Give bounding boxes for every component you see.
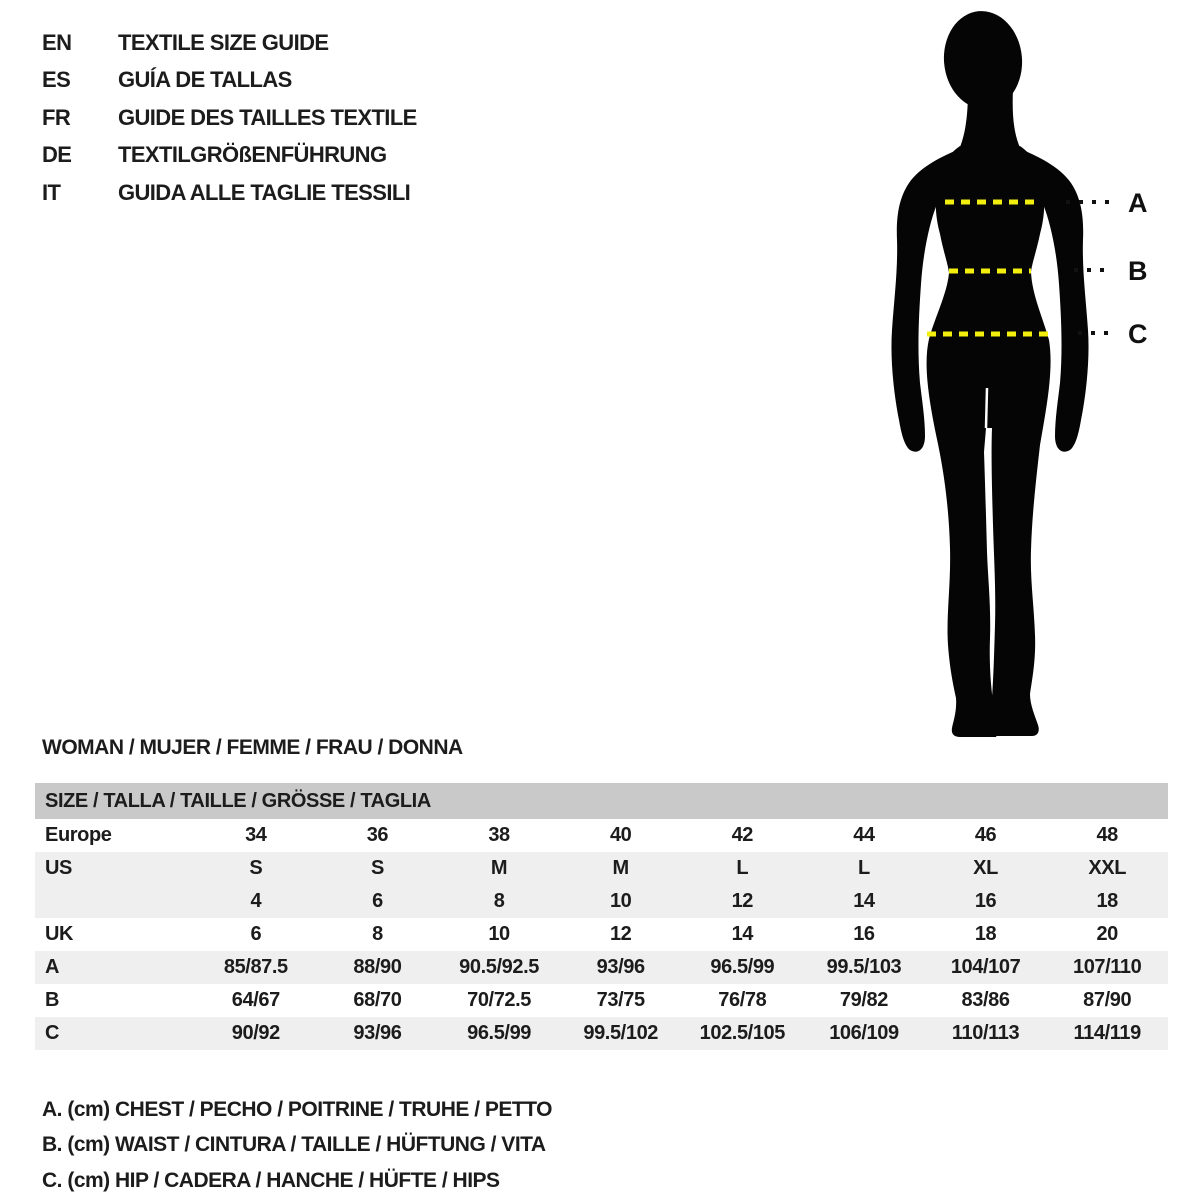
measurement-legend <box>42 1092 552 1198</box>
cell: 76/78 <box>718 989 767 1011</box>
cell: L <box>858 857 870 879</box>
language-code: ES <box>42 67 71 93</box>
language-code: DE <box>42 142 72 168</box>
cell: 18 <box>1096 890 1118 912</box>
table-row-us-numbers <box>35 885 1168 918</box>
cell: 40 <box>609 824 632 846</box>
language-code: FR <box>42 104 71 130</box>
cell: S <box>370 857 384 879</box>
thigh-gap-line <box>986 388 987 428</box>
table-row-uk <box>35 918 1168 951</box>
cell: 12 <box>609 923 632 945</box>
cell: 16 <box>853 923 875 945</box>
cell: 36 <box>366 824 389 846</box>
waist-label-b: B <box>1128 256 1148 286</box>
table-row-waist-b <box>35 984 1168 1017</box>
language-label: TEXTILE SIZE GUIDE <box>118 30 329 55</box>
gender-section-title: WOMAN / MUJER / FEMME / FRAU / DONNA <box>42 736 463 759</box>
cell: M <box>612 857 629 879</box>
cell: 96.5/99 <box>467 1022 532 1044</box>
language-row-fr <box>42 99 417 136</box>
cell: 34 <box>245 824 267 846</box>
cell: 10 <box>488 923 510 945</box>
language-row-de <box>42 136 417 173</box>
cell: 6 <box>250 923 262 945</box>
legend-line-chest: A. (cm) CHEST / PECHO / POITRINE / TRUHE / PETTO <box>42 1098 553 1121</box>
language-row-en <box>42 24 417 61</box>
cell: 90.5/92.5 <box>459 956 539 978</box>
cell: 70/72.5 <box>467 989 532 1011</box>
language-label: TEXTILGRÖßENFÜHRUNG <box>118 142 387 168</box>
cell: 88/90 <box>353 956 402 978</box>
table-row-chest-a <box>35 951 1168 984</box>
language-code: EN <box>42 30 72 55</box>
cell: XXL <box>1088 857 1127 879</box>
cell: 14 <box>853 890 875 912</box>
row-label: B <box>45 989 60 1011</box>
cell: M <box>490 857 508 879</box>
cell: 18 <box>974 923 997 945</box>
cell: 46 <box>974 824 997 846</box>
cell: 99.5/103 <box>826 956 902 978</box>
woman-silhouette-figure <box>850 0 1200 760</box>
cell: S <box>249 857 263 879</box>
cell: 107/110 <box>1072 956 1142 978</box>
cell: 42 <box>731 824 754 846</box>
cell: 16 <box>974 890 997 912</box>
cell: 102.5/105 <box>699 1022 785 1044</box>
cell: 6 <box>372 890 383 912</box>
table-row-hip-c <box>35 1017 1168 1050</box>
cell: XL <box>973 857 998 879</box>
cell: 114/119 <box>1073 1022 1141 1044</box>
cell: 93/96 <box>596 956 645 978</box>
cell: 64/67 <box>231 989 280 1011</box>
language-row-es <box>42 61 417 98</box>
language-label: GUIDE DES TAILLES TEXTILE <box>118 104 417 130</box>
legend-line-waist: B. (cm) WAIST / CINTURA / TAILLE / HÜFTUNG / VITA <box>42 1133 546 1157</box>
cell: 99.5/102 <box>583 1022 659 1044</box>
cell: 90/92 <box>231 1022 280 1044</box>
cell: 110/113 <box>951 1022 1020 1044</box>
size-table <box>35 783 1168 1050</box>
cell: 8 <box>372 923 383 945</box>
cell: 68/70 <box>353 989 402 1011</box>
language-code: IT <box>42 179 61 205</box>
table-row-europe <box>35 819 1168 852</box>
cell: 44 <box>853 824 875 846</box>
language-row-it <box>42 174 417 211</box>
table-row-us-letters <box>35 852 1168 885</box>
cell: 48 <box>1096 824 1118 846</box>
row-label <box>35 885 195 918</box>
cell: 106/109 <box>829 1022 899 1044</box>
cell: 104/107 <box>950 956 1021 978</box>
row-label: UK <box>45 923 74 945</box>
cell: 14 <box>731 923 754 945</box>
row-label: A <box>45 956 60 978</box>
cell: 73/75 <box>596 989 645 1011</box>
woman-silhouette-svg <box>850 0 1200 760</box>
row-label: US <box>45 857 72 879</box>
cell: 20 <box>1096 923 1118 945</box>
cell: 10 <box>609 890 632 912</box>
cell: L <box>736 857 749 879</box>
cell: 38 <box>488 824 510 846</box>
row-label: Europe <box>45 824 112 846</box>
language-label: GUIDA ALLE TAGLIE TESSILI <box>118 179 411 205</box>
cell: 4 <box>250 890 262 912</box>
language-title-list <box>42 24 417 211</box>
row-label: C <box>45 1022 60 1044</box>
cell: 93/96 <box>353 1022 402 1044</box>
cell: 12 <box>731 890 754 912</box>
cell: 8 <box>493 890 505 912</box>
cell: 85/87.5 <box>223 956 288 978</box>
legend-line-hip: C. (cm) HIP / CADERA / HANCHE / HÜFTE / HIPS <box>42 1168 500 1192</box>
woman-silhouette <box>891 8 1088 737</box>
language-label: GUÍA DE TALLAS <box>118 67 292 93</box>
chest-label-a: A <box>1128 188 1148 218</box>
torso-legs-shape <box>927 146 1051 737</box>
cell: 96.5/99 <box>710 956 775 978</box>
hip-label-c: C <box>1128 319 1148 349</box>
cell: 83/86 <box>961 989 1010 1011</box>
cell: 87/90 <box>1083 989 1132 1011</box>
size-table-header: SIZE / TALLA / TAILLE / GRÖSSE / TAGLIA <box>35 783 1168 819</box>
cell: 79/82 <box>839 989 888 1011</box>
